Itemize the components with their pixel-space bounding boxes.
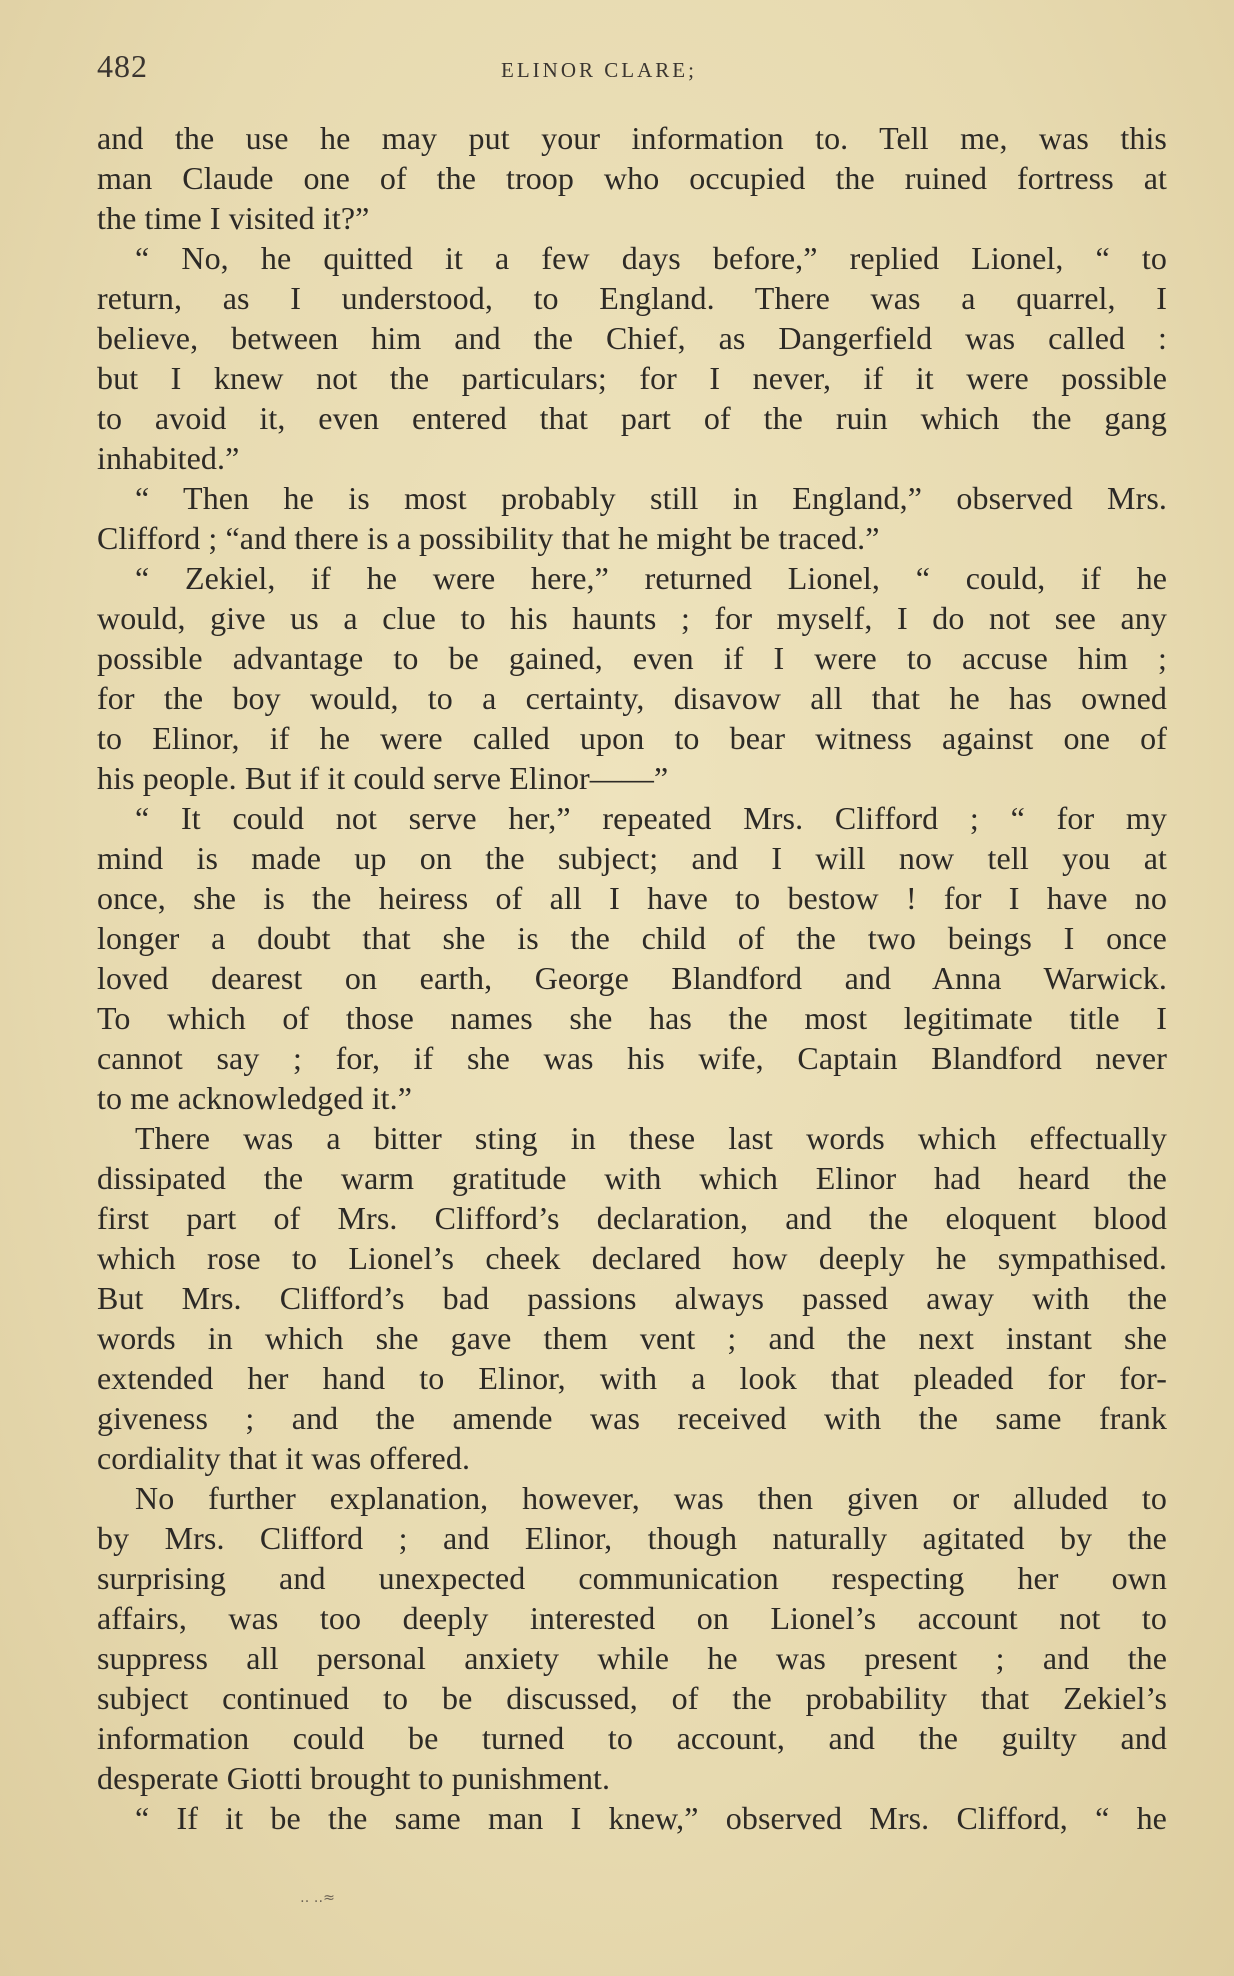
text-line: words in which she gave them vent ; and the next instant she bbox=[97, 1320, 1167, 1356]
text-line: longer a doubt that she is the child of the two beings I once bbox=[97, 920, 1167, 956]
text-line: “ It could not serve her,” repeated Mrs. Clifford ; “ for my bbox=[135, 800, 1167, 836]
text-line: But Mrs. Clifford’s bad passions always passed away with the bbox=[97, 1280, 1167, 1316]
text-line: suppress all personal anxiety while he was present ; and the bbox=[97, 1640, 1167, 1676]
text-line: affairs, was too deeply interested on Lionel’s account not to bbox=[97, 1600, 1167, 1636]
text-line: for the boy would, to a certainty, disavow all that he has owned bbox=[97, 680, 1167, 716]
text-line: would, give us a clue to his haunts ; for myself, I do not see any bbox=[97, 600, 1167, 636]
text-line: “ If it be the same man I knew,” observed Mrs. Clifford, “ he bbox=[135, 1800, 1167, 1836]
text-line: loved dearest on earth, George Blandford and Anna Warwick. bbox=[97, 960, 1167, 996]
text-line: to me acknowledged it.” bbox=[97, 1080, 413, 1116]
text-line: to avoid it, even entered that part of the ruin which the gang bbox=[97, 400, 1167, 436]
text-line: subject continued to be discussed, of the probability that Zekiel’s bbox=[97, 1680, 1167, 1716]
text-line: return, as I understood, to England. There was a quarrel, I bbox=[97, 280, 1167, 316]
print-specks: ‥ ‥≈ bbox=[300, 1890, 335, 1906]
text-line: to Elinor, if he were called upon to bear witness against one of bbox=[97, 720, 1167, 756]
text-line: the time I visited it?” bbox=[97, 200, 370, 236]
text-line: possible advantage to be gained, even if I were to accuse him ; bbox=[97, 640, 1167, 676]
page-number: 482 bbox=[97, 48, 148, 84]
text-line: and the use he may put your information to. Tell me, was this bbox=[97, 120, 1167, 156]
running-head: ELINOR CLARE; bbox=[501, 58, 697, 82]
text-line: cannot say ; for, if she was his wife, Captain Blandford never bbox=[97, 1040, 1167, 1076]
body-text bbox=[97, 118, 1167, 1838]
text-line: information could be turned to account, and the guilty and bbox=[97, 1720, 1167, 1756]
text-line: inhabited.” bbox=[97, 440, 240, 476]
text-line: mind is made up on the subject; and I will now tell you at bbox=[97, 840, 1167, 876]
text-line: extended her hand to Elinor, with a look that pleaded for for- bbox=[97, 1360, 1167, 1396]
text-line: There was a bitter sting in these last words which effectually bbox=[135, 1120, 1167, 1156]
text-line: No further explanation, however, was then given or alluded to bbox=[135, 1480, 1167, 1516]
text-line: “ Then he is most probably still in England,” observed Mrs. bbox=[135, 480, 1167, 516]
text-line: his people. But if it could serve Elinor——” bbox=[97, 760, 669, 796]
text-line: dissipated the warm gratitude with which Elinor had heard the bbox=[97, 1160, 1167, 1196]
text-line: Clifford ; “and there is a possibility that he might be traced.” bbox=[97, 520, 880, 556]
text-line: To which of those names she has the most legitimate title I bbox=[97, 1000, 1167, 1036]
text-line: cordiality that it was offered. bbox=[97, 1440, 471, 1476]
text-line: by Mrs. Clifford ; and Elinor, though naturally agitated by the bbox=[97, 1520, 1167, 1556]
text-line: man Claude one of the troop who occupied the ruined fortress at bbox=[97, 160, 1167, 196]
text-line: believe, between him and the Chief, as Dangerfield was called : bbox=[97, 320, 1167, 356]
text-line: but I knew not the particulars; for I never, if it were possible bbox=[97, 360, 1167, 396]
text-line: giveness ; and the amende was received with the same frank bbox=[97, 1400, 1167, 1436]
text-line: once, she is the heiress of all I have to bestow ! for I have no bbox=[97, 880, 1167, 916]
page-header bbox=[97, 48, 1157, 96]
text-line: surprising and unexpected communication respecting her own bbox=[97, 1560, 1167, 1596]
text-line: desperate Giotti brought to punishment. bbox=[97, 1760, 611, 1796]
text-line: “ Zekiel, if he were here,” returned Lionel, “ could, if he bbox=[135, 560, 1167, 596]
text-line: which rose to Lionel’s cheek declared how deeply he sympathised. bbox=[97, 1240, 1167, 1276]
text-line: first part of Mrs. Clifford’s declaration, and the eloquent blood bbox=[97, 1200, 1167, 1236]
text-line: “ No, he quitted it a few days before,” replied Lionel, “ to bbox=[135, 240, 1167, 276]
